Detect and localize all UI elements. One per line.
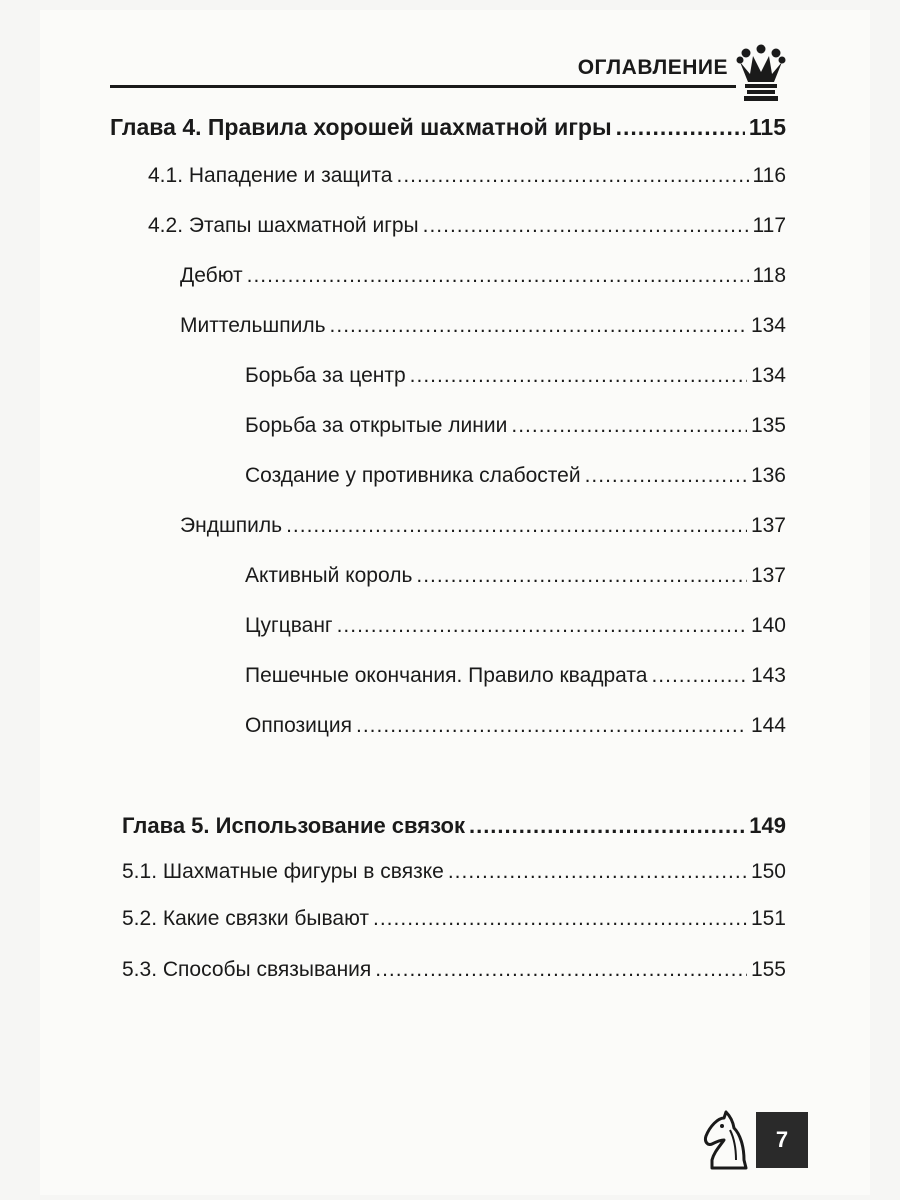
toc-section xyxy=(122,860,786,884)
dot-leader xyxy=(330,314,747,338)
toc-page-number: 134 xyxy=(750,364,786,387)
header-rule xyxy=(110,85,736,88)
toc-page-number: 116 xyxy=(752,164,786,187)
dot-leader xyxy=(585,464,747,488)
dot-leader xyxy=(469,813,745,839)
toc-section xyxy=(122,958,786,982)
toc-entry-title: Активный король xyxy=(245,564,413,587)
dot-leader xyxy=(375,958,747,982)
dot-leader xyxy=(396,164,748,188)
dot-leader xyxy=(416,564,747,588)
toc-subsection xyxy=(180,264,786,288)
toc-entry-title: Глава 4. Правила хорошей шахматной игры xyxy=(110,114,612,140)
toc-page-number: 137 xyxy=(750,564,786,587)
dot-leader xyxy=(286,514,747,538)
dot-leader xyxy=(448,860,747,884)
toc-section xyxy=(122,907,786,931)
page-number: 7 xyxy=(756,1112,808,1168)
toc-page-number: 115 xyxy=(748,114,786,140)
toc-entry-title: Пешечные окончания. Правило квадрата xyxy=(245,664,648,687)
toc-page-number: 136 xyxy=(750,464,786,487)
toc-subsubsection xyxy=(245,614,786,638)
dot-leader xyxy=(651,664,746,688)
toc-entry-title: Глава 5. Использование связок xyxy=(122,813,465,838)
dot-leader xyxy=(616,114,745,141)
toc-page-number: 140 xyxy=(750,614,786,637)
toc-page-number: 151 xyxy=(750,907,786,930)
toc-page-number: 137 xyxy=(750,514,786,537)
toc-chapter-4 xyxy=(110,114,786,141)
toc-entry-title: 5.1. Шахматные фигуры в связке xyxy=(122,860,444,883)
toc-entry-title: 5.2. Какие связки бывают xyxy=(122,907,370,930)
toc-page-number: 144 xyxy=(750,714,786,737)
toc-subsection xyxy=(180,514,786,538)
toc-section xyxy=(148,164,786,188)
toc-entry-title: 4.2. Этапы шахматной игры xyxy=(148,214,419,237)
dot-leader xyxy=(247,264,749,288)
toc-subsubsection xyxy=(245,564,786,588)
toc-page-number: 150 xyxy=(750,860,786,883)
toc-subsubsection xyxy=(245,414,786,438)
dot-leader xyxy=(337,614,747,638)
toc-entry-title: Оппозиция xyxy=(245,714,353,737)
toc-entry-title: 4.1. Нападение и защита xyxy=(148,164,393,187)
toc-subsubsection xyxy=(245,714,786,738)
toc-entry-title: Эндшпиль xyxy=(180,514,283,537)
dot-leader xyxy=(373,907,747,931)
toc-entry-title: Борьба за открытые линии xyxy=(245,414,508,437)
toc-page-number: 135 xyxy=(750,414,786,437)
toc-subsubsection xyxy=(245,364,786,388)
toc-subsubsection xyxy=(245,464,786,488)
crown-icon xyxy=(736,42,786,102)
toc-subsubsection xyxy=(245,664,786,688)
toc-subsection xyxy=(180,314,786,338)
toc-entry-title: Борьба за центр xyxy=(245,364,406,387)
toc-entry-title: Дебют xyxy=(180,264,243,287)
toc-entry-title: Цугцванг xyxy=(245,614,333,637)
dot-leader xyxy=(410,364,747,388)
toc-entry-title: 5.3. Способы связывания xyxy=(122,958,372,981)
knight-icon xyxy=(700,1106,756,1172)
toc-chapter-5 xyxy=(122,813,786,839)
section-title: ОГЛАВЛЕНИЕ xyxy=(577,56,728,79)
toc-page-number: 134 xyxy=(750,314,786,337)
toc-page-number: 117 xyxy=(752,214,786,237)
toc-page-number: 143 xyxy=(750,664,786,687)
toc-page-number: 149 xyxy=(749,813,786,838)
dot-leader xyxy=(423,214,749,238)
dot-leader xyxy=(356,714,747,738)
toc-page-number: 118 xyxy=(752,264,786,287)
toc-entry-title: Миттельшпиль xyxy=(180,314,326,337)
toc-page-number: 155 xyxy=(750,958,786,981)
toc-section xyxy=(148,214,786,238)
dot-leader xyxy=(511,414,747,438)
toc-entry-title: Создание у противника слабостей xyxy=(245,464,581,487)
